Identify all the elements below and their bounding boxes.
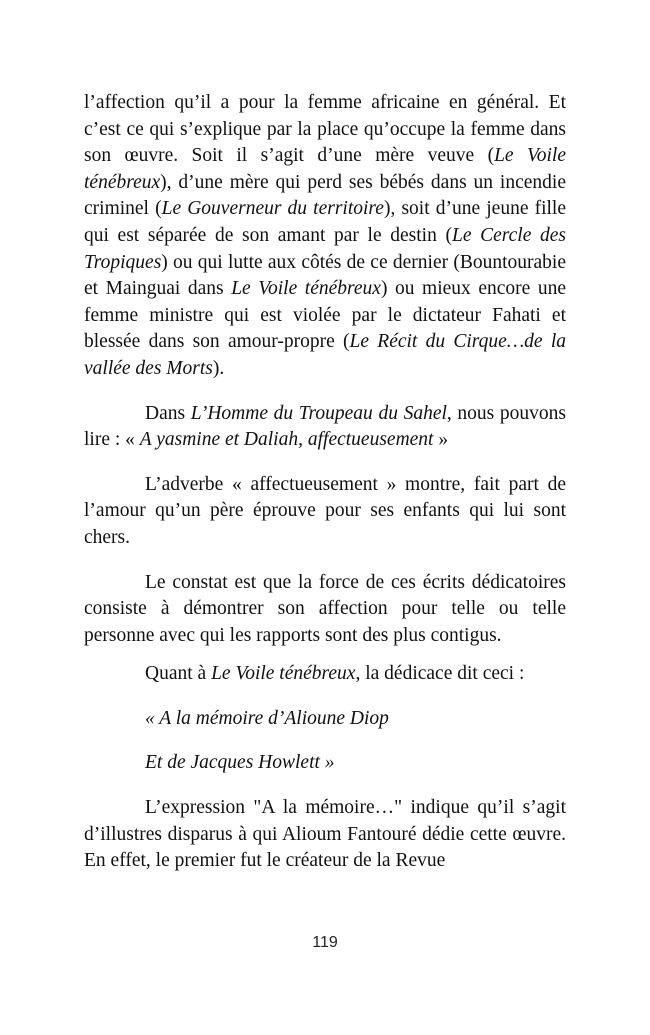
paragraph-3: L’adverbe « affectueusement » montre, fait part de l’amour qu’un père éprouve pour ses enfants qui lui sont chers. xyxy=(84,473,566,548)
paragraph-1: l’affection qu’il a pour la femme africaine en général. Et c’est ce qui s’explique par la place qu’occupe la femme dans son œuvre. Soit il s’agit d’une mère veuve (Le Voile ténébreux), d’une mère qui perd ses bébés dans un incendie criminel (Le Gouverneur du territoire), soit d’une jeune fille qui est séparée de son amant par le destin (Le Cercle des Tropiques) ou qui lutte aux côtés de ce dernier (Bountourabie et Mainguai dans Le Voile ténébreux) ou mieux encore une femme ministre qui est violée par le dictateur Fahati et blessée dans son amour-propre (Le Récit du Cirque…de la vallée des Morts). xyxy=(84,92,567,379)
paragraph-5: Quant à Le Voile ténébreux, la dédicace dit ceci : xyxy=(145,663,525,685)
dedication-line-1: « A la mémoire d’Alioune Diop xyxy=(145,707,389,729)
dedication-line-2: Et de Jacques Howlett » xyxy=(145,752,335,774)
page-number: 119 xyxy=(312,934,338,951)
paragraph-4: Le constat est que la force de ces écrits dédicatoires consiste à démontrer son affection pour telle ou telle personne avec qui les rapports sont des plus contigus. xyxy=(84,571,566,646)
paragraph-8: L’expression "A la mémoire…" indique qu’il s’agit d’illustres disparus à qui Alioum Fantouré dédie cette œuvre. En effet, le premier fut le créateur de la Revue xyxy=(84,797,566,872)
paragraph-2: Dans L’Homme du Troupeau du Sahel, nous pouvons lire : « A yasmine et Daliah, affectueusement » xyxy=(84,402,566,451)
page-body xyxy=(84,90,566,875)
